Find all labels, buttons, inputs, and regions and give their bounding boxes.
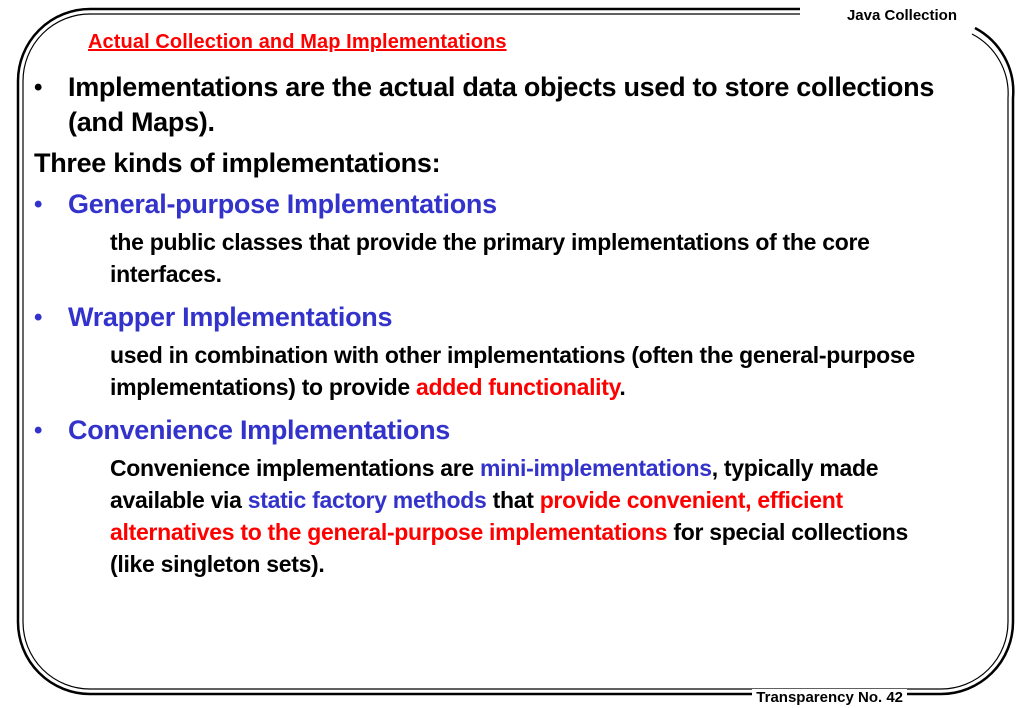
intro-text: Implementations are the actual data objects used to store collections (and Maps). xyxy=(68,72,935,137)
slide-content xyxy=(34,70,954,580)
bullet-dot-icon: • xyxy=(34,191,43,218)
item-convenience xyxy=(34,413,954,448)
item-desc: the public classes that provide the primary implementations of the core interfaces. xyxy=(110,229,870,287)
desc-text: , typically made available via xyxy=(110,455,879,513)
bullet-dot-icon: • xyxy=(34,74,43,101)
desc-text: Convenience implementations are xyxy=(110,455,481,481)
desc-highlight-blue: static factory methods xyxy=(247,487,487,513)
intro-bullet xyxy=(34,70,954,140)
desc-highlight-blue: mini-implementations xyxy=(480,455,712,481)
item-title: Convenience Implementations xyxy=(68,415,450,445)
footer-label: Transparency No. 42 xyxy=(752,689,907,706)
bullet-dot-icon: • xyxy=(34,417,43,444)
item-wrapper-desc xyxy=(34,339,954,403)
item-title: General-purpose Implementations xyxy=(68,189,497,219)
desc-text: that xyxy=(486,487,540,513)
item-wrapper xyxy=(34,300,954,335)
desc-highlight-red: provide convenient, efficient alternatives to the general-purpose implementations xyxy=(110,487,843,545)
item-title: Wrapper Implementations xyxy=(68,302,393,332)
item-convenience-desc xyxy=(34,452,954,580)
section-heading: Three kinds of implementations: xyxy=(34,148,441,178)
desc-text: . xyxy=(619,374,626,400)
slide-title: Actual Collection and Map Implementations xyxy=(88,31,507,53)
header-label: Java Collection xyxy=(843,7,961,24)
item-general-purpose-desc xyxy=(34,226,954,290)
desc-text: for special collections (like singleton sets). xyxy=(110,519,909,577)
desc-text: used in combination with other implementations (often the general-purpose implementations) to provide xyxy=(110,342,915,400)
desc-highlight-red: added functionality xyxy=(415,374,620,400)
item-general-purpose xyxy=(34,187,954,222)
bullet-dot-icon: • xyxy=(34,304,43,331)
